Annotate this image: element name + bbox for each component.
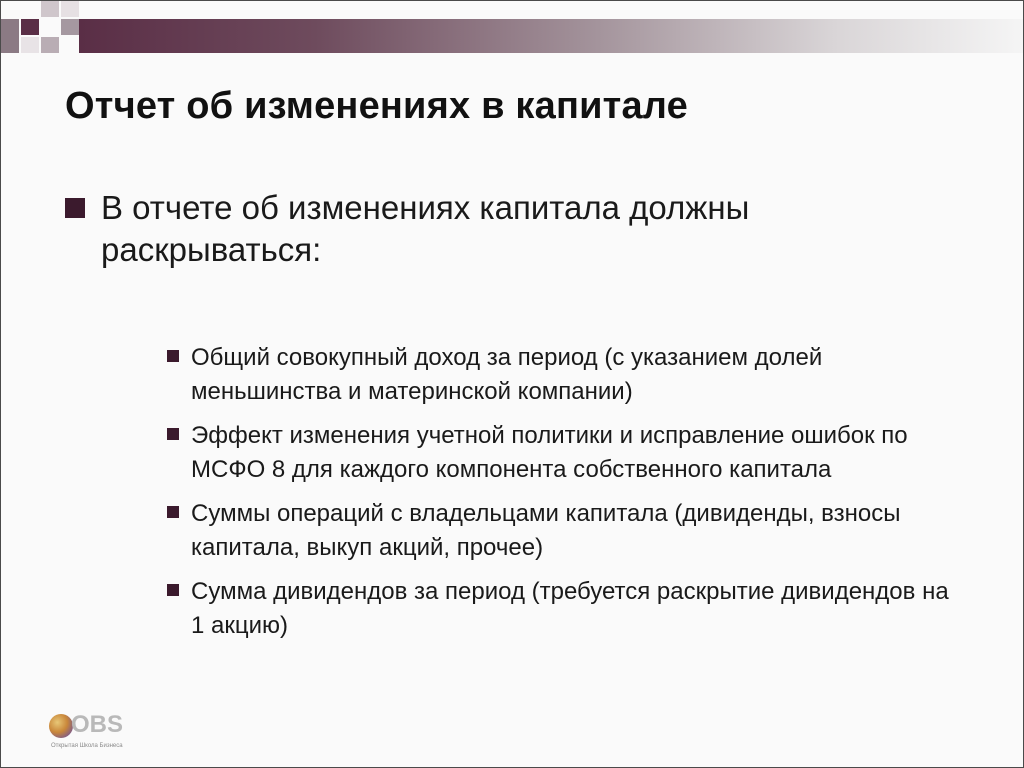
slide-title: Отчет об изменениях в капитале (65, 85, 688, 127)
square-bullet-icon (65, 198, 85, 218)
list-item-text: Сумма дивидендов за период (требуется раскрытие дивидендов на 1 акцию) (191, 578, 949, 639)
list-item (167, 419, 967, 487)
logo-letters: OBS (71, 711, 124, 738)
obs-globe-icon (49, 714, 73, 738)
decor-square (41, 1, 59, 17)
list-item (167, 497, 967, 565)
square-bullet-icon (167, 428, 179, 440)
decor-square (1, 19, 19, 53)
list-item-text: Эффект изменения учетной политики и исправление ошибок по МСФО 8 для каждого компонента собственного капитала (191, 422, 908, 483)
decor-square (21, 37, 39, 53)
decor-square (41, 37, 59, 53)
decor-square (61, 19, 79, 35)
obs-logo (47, 711, 147, 757)
header-decoration (1, 1, 1023, 61)
decor-square (61, 1, 79, 17)
square-bullet-icon (167, 584, 179, 596)
main-bullet-text: В отчете об изменениях капитала должны раскрываться: (101, 189, 750, 268)
square-bullet-icon (167, 350, 179, 362)
logo-subtitle: Открытая Школа Бизнеса (51, 743, 123, 749)
sub-bullet-list (167, 341, 967, 653)
list-item-text: Суммы операций с владельцами капитала (дивиденды, взносы капитала, выкуп акций, прочее) (191, 500, 901, 561)
header-gradient-bar (79, 19, 1023, 53)
list-item-text: Общий совокупный доход за период (с указанием долей меньшинства и материнской компании) (191, 344, 823, 405)
list-item (167, 575, 967, 643)
list-item (167, 341, 967, 409)
square-bullet-icon (167, 506, 179, 518)
main-bullet (65, 187, 945, 271)
decor-square (21, 19, 39, 35)
